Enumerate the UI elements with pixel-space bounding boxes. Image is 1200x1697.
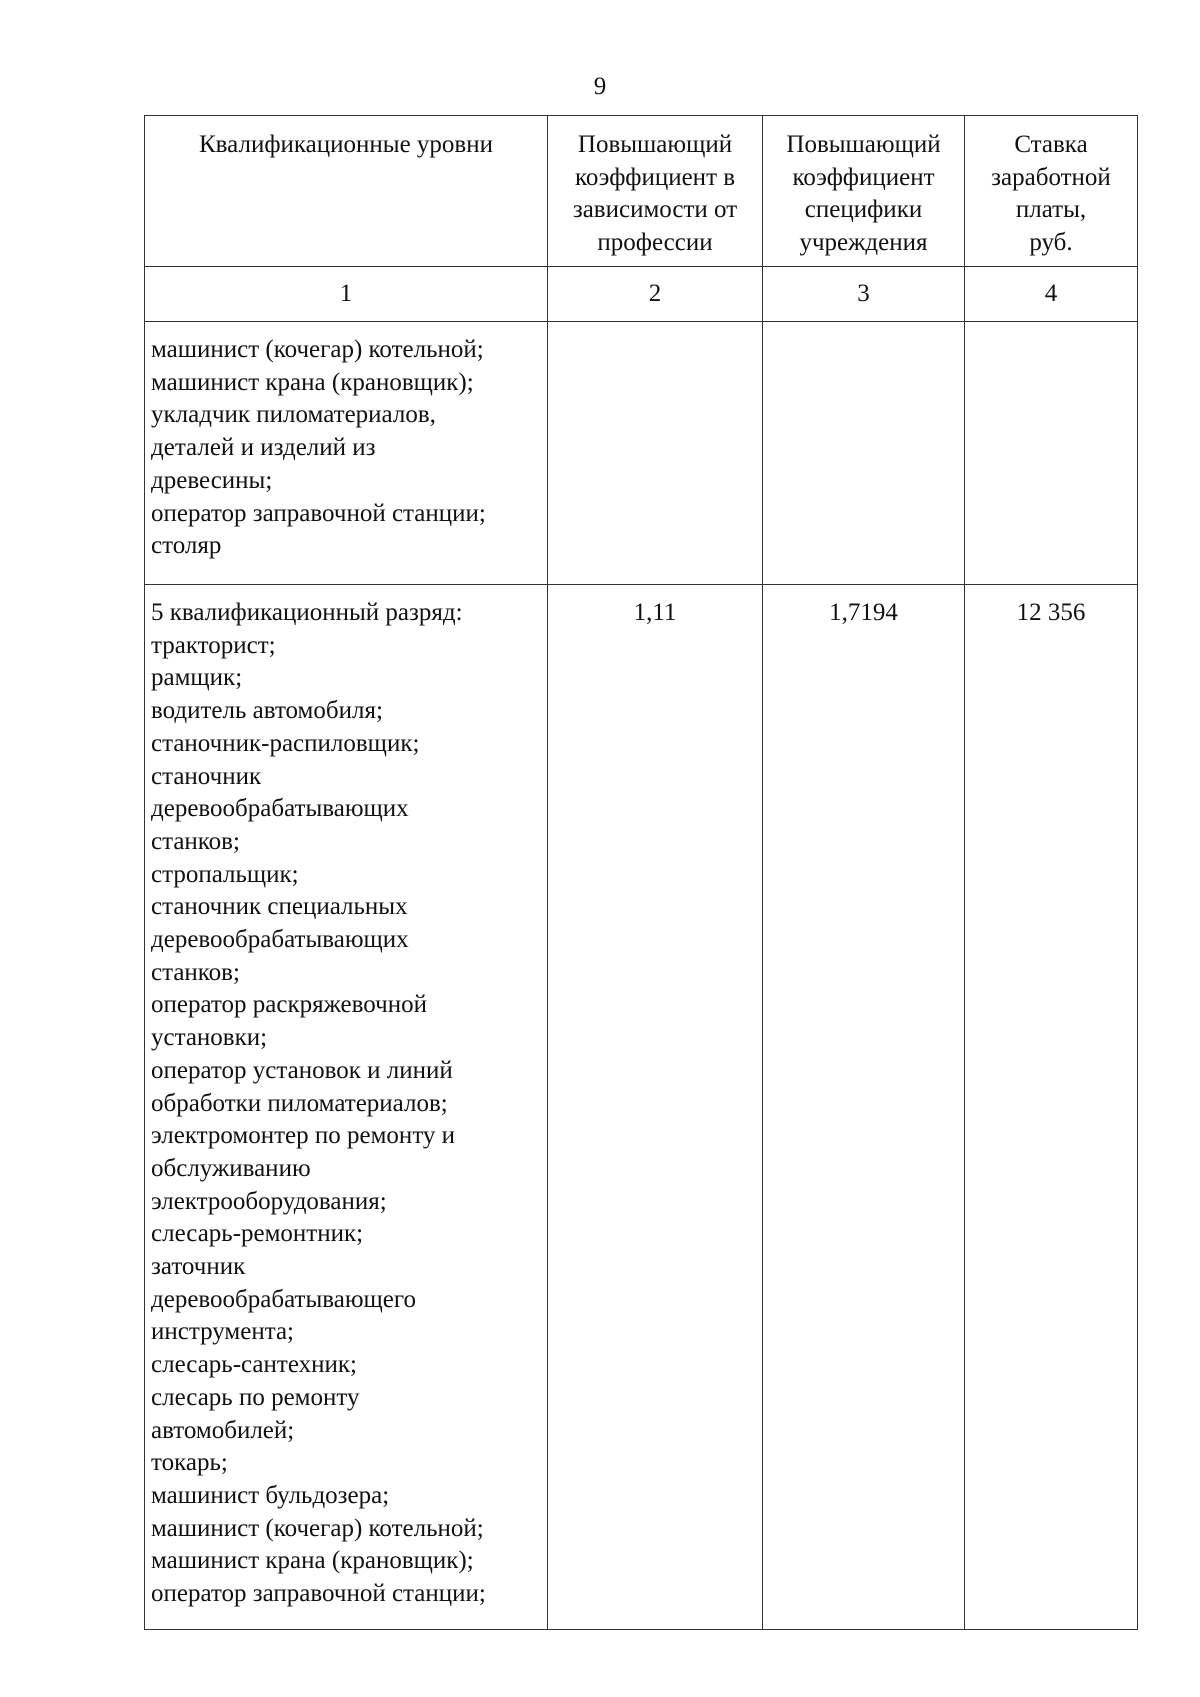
- profession-line: установки;: [151, 1024, 268, 1052]
- table-row: [145, 322, 1138, 585]
- profession-line: машинист бульдозера;: [151, 1481, 390, 1509]
- profession-line: машинист (кочегар) котельной;: [151, 336, 484, 363]
- profession-line: слесарь-ремонтник;: [151, 1220, 364, 1248]
- column-number: 3: [763, 267, 965, 322]
- page-number: 9: [593, 73, 607, 100]
- header-text: Повышающий коэффициент в зависимости от профессии: [572, 131, 738, 256]
- table-header-row: [145, 116, 1138, 267]
- profession-line: слесарь-сантехник;: [151, 1351, 357, 1379]
- profession-line: деревообрабатывающих: [151, 926, 409, 954]
- column-number: 2: [548, 267, 763, 322]
- header-institution-coefficient: [763, 116, 965, 267]
- profession-line: древесины;: [151, 466, 273, 494]
- profession-line: деревообрабатывающего: [151, 1285, 416, 1313]
- profession-line: станочник специальных: [151, 893, 408, 921]
- profession-line: рамщик;: [151, 664, 243, 692]
- header-text: Ставка заработной платы, руб.: [991, 131, 1111, 256]
- profession-line: электрооборудования;: [151, 1187, 387, 1215]
- profession-line: электромонтер по ремонту и: [151, 1122, 456, 1150]
- coef-institution-cell: 1,7194: [763, 585, 965, 1630]
- column-number-row: [145, 267, 1138, 322]
- header-text: Квалификационные уровни: [199, 131, 493, 158]
- professions-cell: [145, 322, 548, 585]
- profession-line: машинист крана (крановщик);: [151, 368, 474, 396]
- profession-line: обработки пиломатериалов;: [151, 1089, 448, 1117]
- profession-line: станочник-распиловщик;: [151, 729, 420, 757]
- profession-line: станков;: [151, 827, 240, 855]
- professions-cell: [145, 585, 548, 1630]
- header-text: Повышающий коэффициент специфики учреждения: [786, 131, 941, 256]
- profession-line: автомобилей;: [151, 1416, 295, 1444]
- profession-line: оператор установок и линий: [151, 1056, 453, 1084]
- profession-line: оператор раскряжевочной: [151, 991, 427, 1019]
- coef-institution-cell: [763, 322, 965, 585]
- profession-line: машинист крана (крановщик);: [151, 1547, 474, 1575]
- coef-profession-cell: 1,11: [548, 585, 763, 1630]
- header-qualification-levels: [145, 116, 548, 267]
- profession-line: 5 квалификационный разряд:: [151, 599, 463, 626]
- profession-line: машинист (кочегар) котельной;: [151, 1514, 484, 1542]
- profession-line: инструмента;: [151, 1318, 294, 1346]
- header-profession-coefficient: [548, 116, 763, 267]
- profession-line: оператор заправочной станции;: [151, 1580, 486, 1608]
- profession-line: водитель автомобиля;: [151, 697, 383, 725]
- profession-line: деревообрабатывающих: [151, 795, 409, 823]
- rate-cell: 12 356: [965, 585, 1138, 1630]
- profession-line: токарь;: [151, 1449, 228, 1477]
- header-salary-rate: [965, 116, 1138, 267]
- profession-line: стропальщик;: [151, 860, 299, 888]
- column-number: 4: [965, 267, 1138, 322]
- profession-line: столяр: [151, 532, 222, 560]
- table-row: [145, 585, 1138, 1630]
- profession-line: деталей и изделий из: [151, 434, 376, 462]
- profession-line: слесарь по ремонту: [151, 1383, 360, 1411]
- profession-line: обслуживанию: [151, 1154, 311, 1182]
- profession-line: станков;: [151, 958, 240, 986]
- profession-line: оператор заправочной станции;: [151, 499, 486, 527]
- profession-line: станочник: [151, 762, 262, 790]
- coef-profession-cell: [548, 322, 763, 585]
- column-number: 1: [145, 267, 548, 322]
- salary-table: [144, 115, 1138, 1630]
- profession-line: укладчик пиломатериалов,: [151, 401, 436, 429]
- profession-line: тракторист;: [151, 631, 276, 659]
- rate-cell: [965, 322, 1138, 585]
- profession-line: заточник: [151, 1253, 246, 1281]
